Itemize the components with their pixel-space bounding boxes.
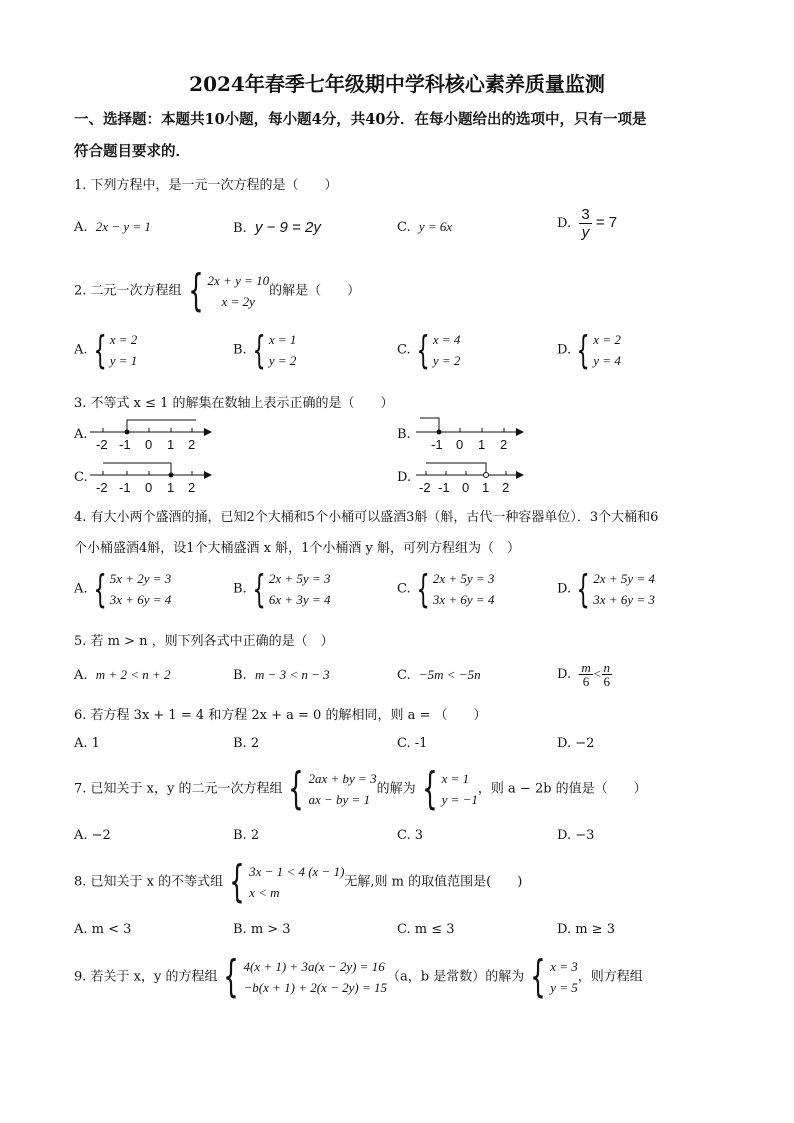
q4-stem-line1: 4. 有大小两个盛酒的捅，已知2个大桶和5个小桶可以盛酒3斛（斛，古代一种容器单位）．3个大桶和6 [74,510,659,525]
q8-option-a: A. m < 3 [74,922,132,937]
section-heading-line1: 一、选择题：本题共10小题，每小题4分，共40分．在每小题给出的选项中，只有一项是 [74,111,647,128]
tick-label: 1 [482,480,490,495]
q2-option-c: C. { x = 4 y = 2 [397,328,461,372]
q5-option-c: C. −5m < −5n [397,667,481,683]
tick-label: 2 [502,480,510,495]
q4-option-a: A. { 5x + 2y = 3 3x + 6y = 4 [74,567,172,611]
tick-label: 2 [188,480,196,495]
tick-label: 1 [167,437,175,452]
q3-option-b-label: B. [397,427,411,442]
tick-label: 2 [188,437,196,452]
q7-option-a: A. −2 [74,828,111,843]
q6-stem: 6. 若方程 3x + 1 = 4 和方程 2x + a = 0 的解相同，则 a = （ ） [74,708,487,723]
tick-label: 0 [456,437,464,452]
q4-option-b: B. { 2x + 5y = 3 6x + 3y = 4 [233,567,331,611]
q1-option-b: B. y − 9 = 2y [233,219,321,236]
tick-label: -1 [119,480,131,495]
q7-option-b: B. 2 [233,828,260,843]
q3-option-a-label: A. [74,427,88,442]
q5-option-d: D. $\frac{m}{6}$ < $\frac{n}{6}$ [557,660,611,689]
tick-label: -1 [438,480,450,495]
q5-option-b: B. m − 3 < n − 3 [233,667,330,683]
tick-label: -2 [419,480,431,495]
page-title: 2024年春季七年级期中学科核心素养质量监测 [189,72,605,96]
tick-label: 1 [478,437,486,452]
tick-label: 0 [145,480,153,495]
tick-label: -1 [431,437,443,452]
q6-option-c: C. -1 [397,736,428,751]
q3-number-line-a [86,412,216,454]
tick-label: 1 [167,480,175,495]
q3-stem: 3. 不等式 x ≤ 1 的解集在数轴上表示正确的是（ ） [74,396,394,411]
q7-option-c: C. 3 [397,828,424,843]
tick-label: 2 [500,437,508,452]
q3-number-line-d [414,455,529,497]
q3-number-line-b [414,412,529,454]
q4-option-d: D. { 2x + 5y = 4 3x + 6y = 3 [557,567,655,611]
q6-option-d: D. −2 [557,736,595,751]
q1-stem: 1. 下列方程中，是一元一次方程的是（ ） [74,178,338,193]
q1-option-c: C. y = 6x [397,219,453,235]
q5-option-a: A. m + 2 < n + 2 [74,667,171,683]
q2-option-b: B. { x = 1 y = 2 [233,328,297,372]
q3-number-line-c [86,455,216,497]
q3-option-d-label: D. [397,470,412,485]
tick-label: -2 [96,480,108,495]
q6-option-a: A. 1 [74,736,100,751]
tick-label: -1 [119,437,131,452]
q2-stem: 2. 二元一次方程组 { 2x + y = 10 x = 2y 的解是（ ） [74,265,361,316]
q7-option-d: D. −3 [557,828,595,843]
q4-stem-line2: 个小桶盛酒4斛，设1个大桶盛酒 x 斛，1个小桶酒 y 斛，可列方程组为（ ） [74,541,521,556]
tick-label: 0 [145,437,153,452]
q8-option-c: C. m ≤ 3 [397,922,455,937]
tick-label: -2 [96,437,108,452]
q1-option-d: D. $\frac{3}{y}$ = 7 [557,206,618,241]
q4-option-c: C. { 2x + 5y = 3 3x + 6y = 4 [397,567,495,611]
q8-stem: 8. 已知关于 x 的不等式组 { 3x − 1 < 4 (x − 1) x < m 无解,则 m 的取值范围是( ) [74,856,523,907]
q2-option-d: D. { x = 2 y = 4 [557,328,621,372]
section-heading-line2: 符合题目要求的． [74,143,190,160]
q9-stem: 9. 若关于 x，y 的方程组 { 4(x + 1) + 3a(x − 2y) = 16 −b(x + 1) + 2(x − 2y) = 15 （a，b 是常数）的解为 { x = 3 y = 5 ，则方程组 [74,951,643,1002]
q8-option-b: B. m > 3 [233,922,291,937]
q7-stem: 7. 已知关于 x，y 的二元一次方程组 { 2ax + by = 3 ax − by = 1 的解为 { x = 1 y = −1 ，则 a − 2b 的值是（ ） [74,763,647,814]
q2-equation-system: { 2x + y = 10 x = 2y [187,265,270,316]
q2-option-a: A. { x = 2 y = 1 [74,328,138,372]
tick-label: 0 [462,480,470,495]
q1-option-a: A. 2x − y = 1 [74,219,151,235]
q5-stem: 5. 若 m > n ，则下列各式中正确的是（ ） [74,634,334,649]
q8-option-d: D. m ≥ 3 [557,922,615,937]
q3-option-c-label: C. [74,470,88,485]
q6-option-b: B. 2 [233,736,260,751]
